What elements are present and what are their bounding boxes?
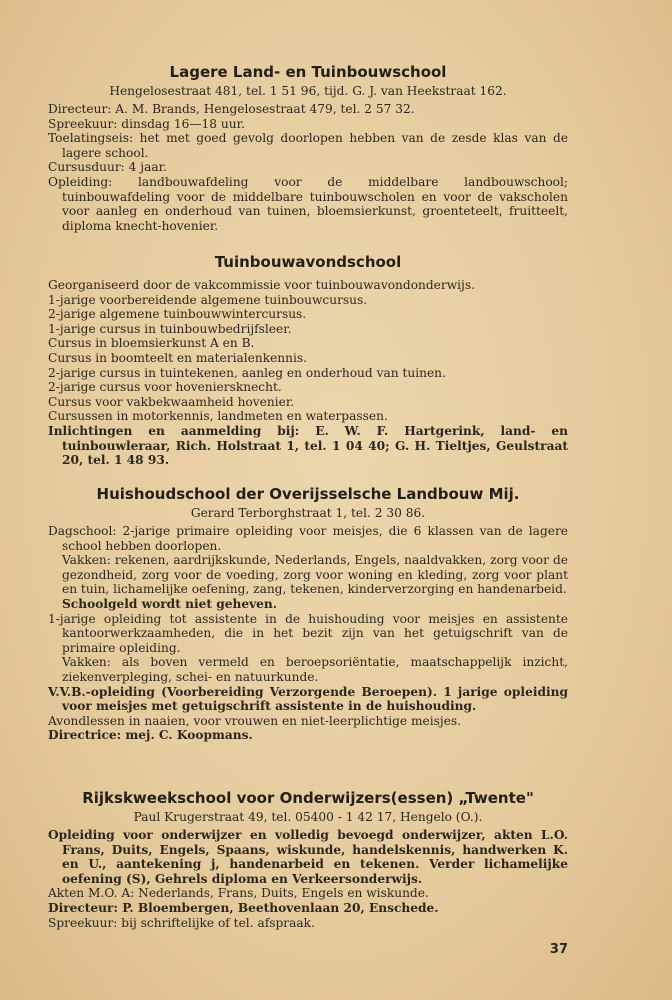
text-line: 2-jarige cursus in tuintekenen, aanleg en onderhoud van tuinen. <box>48 365 446 380</box>
text-line: Vakken: als boven vermeld en beroepsoriëntatie, maatschappelijk inzicht, ziekenverpleging, schei- en natuurkunde. <box>62 655 568 684</box>
section-address: Paul Krugerstraat 49, tel. 05400 - 1 42 17, Hengelo (O.). <box>133 810 483 824</box>
text-line: Opleiding voor onderwijzer en volledig bevoegd onderwijzer, akten L.O. Frans, Duits, Engels, Spaans, wiskunde, handelskennis, handwerken K. en U., aantekening j, handenarbeid en tekenen. Verder lichamelijke oefening (S), Gehrels diploma en Verkeersonderwijs. <box>48 828 568 886</box>
text-line: Georganiseerd door de vakcommissie voor tuinbouwavondonderwijs. <box>48 278 475 292</box>
text-line: 1-jarige opleiding tot assistente in de huishouding voor meisjes en assistente kantoorwerkzaamheden, die in het bezit zijn van het getuigschrift van de primaire opleiding. <box>48 611 568 655</box>
text-line: 1-jarige cursus in tuinbouwbedrijfsleer. <box>48 321 292 336</box>
text-line: Cursus in boomteelt en materialenkennis. <box>48 350 308 365</box>
text-line: Toelatingseis: het met goed gevolg doorlopen hebben van de zesde klas van de lagere school. <box>48 131 568 160</box>
section-landbouwschool <box>48 62 568 233</box>
section-address: Gerard Terborghstraat 1, tel. 2 30 86. <box>190 506 426 520</box>
text-line: Directeur: A. M. Brands, Hengelosestraat 479, tel. 2 57 32. <box>48 102 415 116</box>
section-rijkskweekschool <box>48 788 568 930</box>
text-line: Directrice: mej. C. Koopmans. <box>48 728 253 743</box>
text-line: 1-jarige voorbereidende algemene tuinbouwcursus. <box>48 292 368 307</box>
text-line: Cursus voor vakbekwaamheid hovenier. <box>48 394 295 409</box>
text-line: Cursusduur: 4 jaar. <box>48 160 167 175</box>
text-line: Inlichtingen en aanmelding bij: E. W. F. Hartgerink, land- en tuinbouwleraar, Rich. Holstraat 1, tel. 1 04 40; G. H. Tieltjes, Geulstraat 20, tel. 1 48 93. <box>48 423 568 468</box>
text-line: 2-jarige cursus voor hoveniersknecht. <box>48 380 282 395</box>
text-line: Cursus in bloemsierkunst A en B. <box>48 336 255 351</box>
text-line: Cursussen in motorkennis, landmeten en waterpassen. <box>48 409 388 424</box>
text-line: Avondlessen in naaien, voor vrouwen en niet-leerplichtige meisjes. <box>48 713 462 728</box>
text-line: Akten M.O. A: Nederlands, Frans, Duits, Engels en wiskunde. <box>48 886 429 901</box>
text-line: Opleiding: landbouwafdeling voor de middelbare landbouwschool; tuinbouwafdeling voor de middelbare tuinbouwscholen en voor de vakscholen voor aanleg en onderhoud van tuinen, bloemsierkunst, groenteteelt, fruitteelt, diploma knecht-hovenier. <box>48 174 568 233</box>
text-line: 2-jarige algemene tuinbouwwintercursus. <box>48 307 307 322</box>
section-huishoudschool <box>48 484 568 743</box>
section-title: Lagere Land- en Tuinbouwschool <box>169 63 447 81</box>
section-title: Huishoudschool der Overijsselsche Landbouw Mij. <box>96 485 520 503</box>
section-title: Tuinbouwavondschool <box>214 253 402 271</box>
section-tuinbouwavondschool <box>48 252 568 468</box>
text-line: Spreekuur: dinsdag 16—18 uur. <box>48 116 245 131</box>
section-title: Rijkskweekschool voor Onderwijzers(essen) „Twente" <box>82 789 534 807</box>
text-line: Vakken: rekenen, aardrijkskunde, Nederlands, Engels, naaldvakken, zorg voor de gezondheid, zorg voor de voeding, zorg voor woning en kleding, zorg voor plant en tuin, lichamelijke oefening, zang, tekenen, kinderverzorging en handenarbeid. <box>62 553 568 597</box>
text-line: Spreekuur: bij schriftelijke of tel. afspraak. <box>48 915 315 930</box>
section-address: Hengelosestraat 481, tel. 1 51 96, tijd. G. J. van Heekstraat 162. <box>109 84 507 98</box>
text-line: Dagschool: 2-jarige primaire opleiding voor meisjes, die 6 klassen van de lagere school hebben doorlopen. <box>48 524 568 553</box>
text-line: Directeur: P. Bloembergen, Beethovenlaan 20, Enschede. <box>48 900 439 915</box>
page-number: 37 <box>549 942 568 957</box>
text-line: V.V.B.-opleiding (Voorbereiding Verzorgende Beroepen). 1 jarige opleiding voor meisjes met getuigschrift assistente in de huishouding. <box>48 684 568 714</box>
text-line: Schoolgeld wordt niet geheven. <box>62 596 278 611</box>
